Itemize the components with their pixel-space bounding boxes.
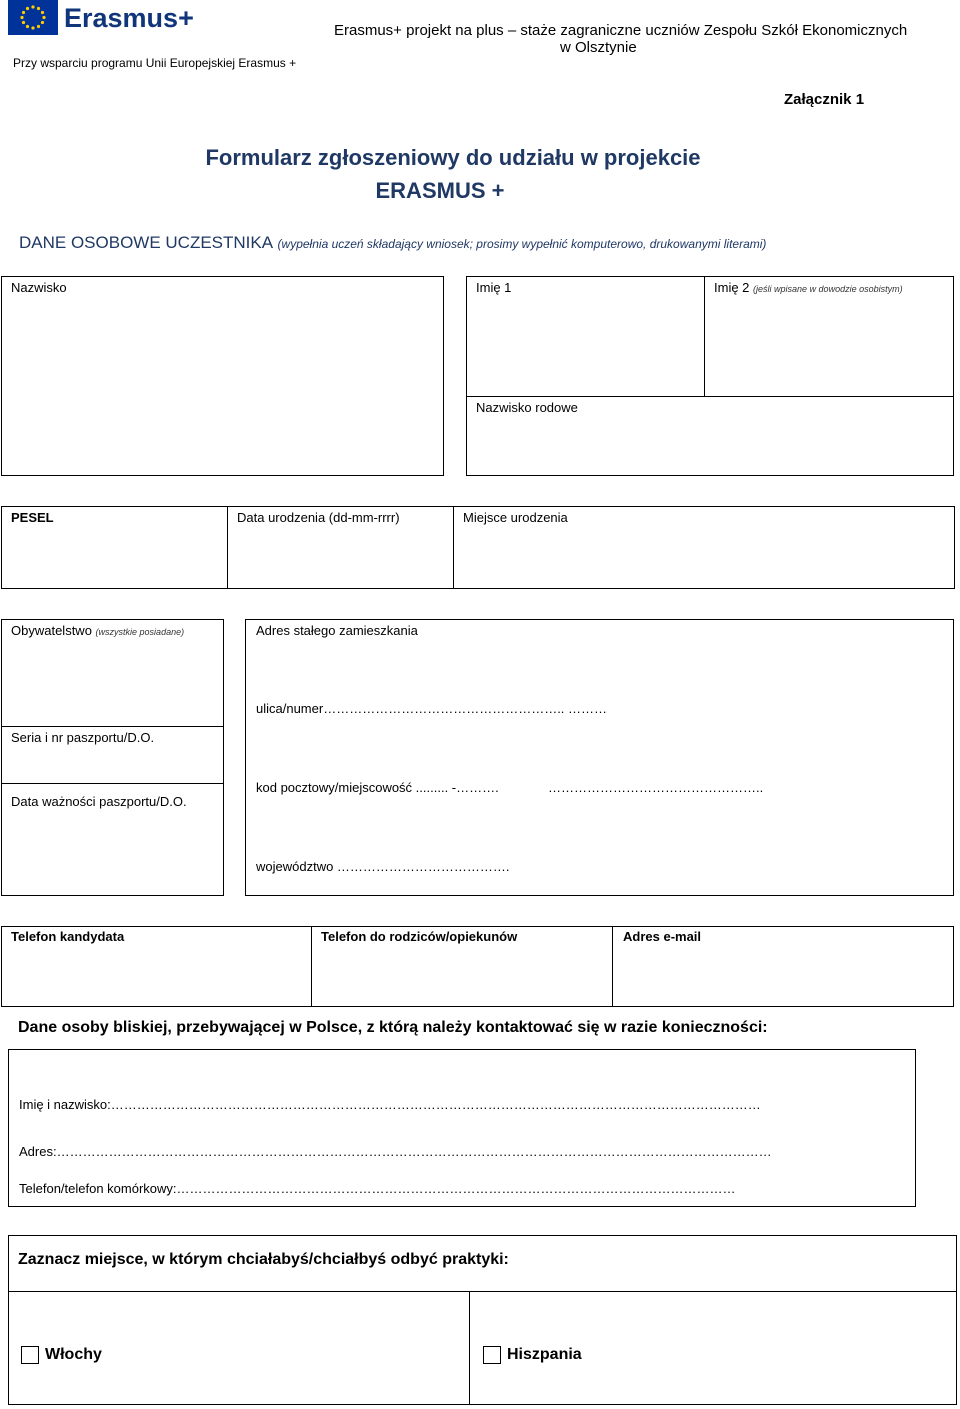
wojewodztwo-line[interactable]: województwo …………………………………. [256, 859, 510, 874]
pesel-label: PESEL [11, 510, 54, 525]
section-personal-heading: DANE OSOBOWE UCZESTNIKA (wypełnia uczeń składający wniosek; prosimy wypełnić komputerowo, drukowanymi literami) [19, 233, 767, 252]
internship-divider [8, 1291, 957, 1292]
form-title-line2: ERASMUS + [375, 178, 505, 203]
contact-name-line[interactable]: Imię i nazwisko:…………………………………………………………………………………………………………………………………… [19, 1097, 761, 1112]
nazwisko-label: Nazwisko [11, 280, 67, 295]
data-waznosci-label: Data ważności paszportu/D.O. [11, 794, 187, 809]
data-urodzenia-label: Data urodzenia (dd-mm-rrrr) [237, 510, 400, 525]
ulica-line[interactable]: ulica/numer……………………………………………….. ……… [256, 701, 608, 716]
telefon-kandydata-label: Telefon kandydata [11, 929, 125, 944]
adres-field[interactable] [245, 619, 954, 896]
adres-label: Adres stałego zamieszkania [256, 623, 418, 638]
internship-column-divider [469, 1291, 470, 1405]
project-title-line2: w Olsztynie [560, 39, 637, 56]
contact-phone-line[interactable]: Telefon/telefon komórkowy:………………………………………………………………………………………………………………… [19, 1181, 736, 1196]
internship-heading: Zaznacz miejsce, w którym chciałabyś/chciałbyś odbyć praktyki: [18, 1251, 509, 1268]
telefon-rodzicow-label: Telefon do rodziców/opiekunów [321, 929, 518, 944]
contact-heading: Dane osoby bliskiej, przebywającej w Polsce, z którą należy kontaktować się w razie konieczności: [18, 1019, 768, 1036]
nazwisko-field[interactable] [1, 276, 444, 476]
checkbox-wlochy[interactable] [21, 1346, 39, 1364]
erasmus-logo: Erasmus+ [64, 3, 194, 33]
imie1-label: Imię 1 [476, 280, 512, 295]
seria-label: Seria i nr paszportu/D.O. [11, 730, 155, 745]
miejsce-urodzenia-label: Miejsce urodzenia [463, 510, 568, 525]
checkbox-hiszpania[interactable] [483, 1346, 501, 1364]
support-text: Przy wsparciu programu Unii Europejskiej Erasmus + [13, 56, 297, 70]
option-hiszpania-label: Hiszpania [507, 1346, 582, 1363]
eu-flag-icon [8, 0, 58, 35]
attachment-label: Załącznik 1 [784, 91, 865, 108]
contact-address-line[interactable]: Adres:………………………………………………………………………………………………………………………………………………… [19, 1144, 772, 1159]
imie2-label: Imię 2 (jeśli wpisane w dowodzie osobistym) [714, 280, 903, 295]
nazwisko-rodowe-label: Nazwisko rodowe [476, 400, 578, 415]
obywatelstwo-label: Obywatelstwo (wszystkie posiadane) [11, 623, 185, 638]
form-title-line1: Formularz zgłoszeniowy do udziału w projekcie [205, 145, 701, 170]
kod-dots: ………………………………………….. [548, 780, 764, 795]
project-title-line1: Erasmus+ projekt na plus – staże zagraniczne uczniów Zespołu Szkół Ekonomicznych [334, 22, 908, 39]
kod-line[interactable]: kod pocztowy/miejscowość ......... -………. [256, 780, 499, 795]
option-wlochy-label: Włochy [45, 1346, 102, 1363]
email-label: Adres e-mail [623, 929, 702, 944]
